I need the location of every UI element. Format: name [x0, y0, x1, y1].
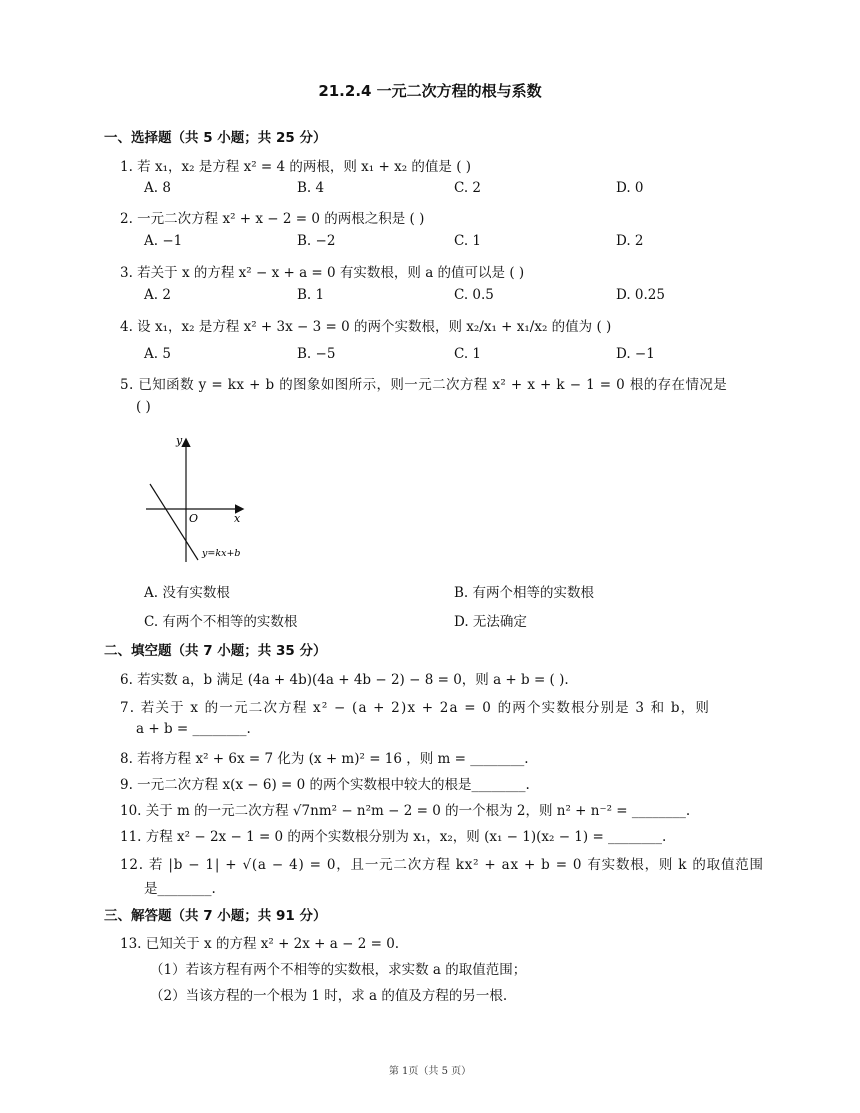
question-13-stem: 13. 已知关于 x 的方程 x² + 2x + a − 2 = 0. [120, 936, 400, 952]
q3-option-a: A. 2 [144, 287, 171, 303]
section-heading-fill: 二、填空题（共 7 小题；共 35 分） [104, 643, 327, 659]
q5-option-a: A. 没有实数根 [144, 585, 230, 601]
question-12: 12. 若 |b − 1| + √(a − 4) = 0，且一元二次方程 kx² + ax + b = 0 有实数根，则 k 的取值范围 [120, 857, 764, 873]
q5-option-d: D. 无法确定 [454, 614, 527, 630]
question-7: 7. 若关于 x 的一元二次方程 x² − (a + 2)x + 2a = 0 的两个实数根分别是 3 和 b，则 [120, 700, 711, 716]
q4-option-c: C. 1 [454, 346, 482, 362]
page-title: 21.2.4 一元二次方程的根与系数 [318, 82, 542, 100]
q2-option-c: C. 1 [454, 233, 482, 249]
question-9: 9. 一元二次方程 x(x − 6) = 0 的两个实数根中较大的根是________. [120, 777, 530, 793]
q3-option-b: B. 1 [297, 287, 325, 303]
question-10: 10. 关于 m 的一元二次方程 √7nm² − n²m − 2 = 0 的一个根为 2，则 n² + n⁻² = ________. [120, 803, 691, 819]
question-5-bracket: ( ) [136, 399, 151, 415]
q3-option-d: D. 0.25 [616, 287, 665, 303]
question-7-continued: a + b = ________. [136, 721, 251, 737]
q4-option-d: D. −1 [616, 346, 655, 362]
question-12-continued: 是________. [144, 881, 216, 897]
section-heading-choice: 一、选择题（共 5 小题；共 25 分） [104, 130, 327, 146]
linear-function-graph [140, 432, 260, 566]
q1-option-a: A. 8 [144, 180, 171, 196]
question-2-stem: 2. 一元二次方程 x² + x − 2 = 0 的两根之积是 ( ) [120, 211, 425, 227]
question-13-part-2: （2）当该方程的一个根为 1 时，求 a 的值及方程的另一根. [150, 988, 508, 1004]
q2-option-d: D. 2 [616, 233, 644, 249]
page-footer: 第 1页（共 5 页） [388, 1066, 472, 1077]
line-label: y=kx+b [202, 548, 241, 559]
q4-option-a: A. 5 [144, 346, 171, 362]
q3-option-c: C. 0.5 [454, 287, 494, 303]
question-13-part-1: （1）若该方程有两个不相等的实数根，求实数 a 的取值范围； [150, 962, 527, 978]
q5-option-b: B. 有两个相等的实数根 [454, 585, 595, 601]
question-5-stem: 5. 已知函数 y = kx + b 的图象如图所示，则一元二次方程 x² + x + k − 1 = 0 根的存在情况是 [120, 377, 728, 393]
q4-option-b: B. −5 [297, 346, 336, 362]
question-11: 11. 方程 x² − 2x − 1 = 0 的两个实数根分别为 x₁，x₂，则 (x₁ − 1)(x₂ − 1) = ________. [120, 829, 667, 845]
origin-label: O [189, 512, 199, 525]
question-3-stem: 3. 若关于 x 的方程 x² − x + a = 0 有实数根，则 a 的值可以是 ( ) [120, 265, 525, 281]
q1-option-c: C. 2 [454, 180, 482, 196]
x-axis-label: x [234, 512, 241, 525]
question-1-stem: 1. 若 x₁，x₂ 是方程 x² = 4 的两根，则 x₁ + x₂ 的值是 ( ) [120, 159, 472, 175]
question-8: 8. 若将方程 x² + 6x = 7 化为 (x + m)² = 16 ，则 m = ________. [120, 751, 529, 767]
q2-option-b: B. −2 [297, 233, 336, 249]
q1-option-b: B. 4 [297, 180, 325, 196]
q5-option-c: C. 有两个不相等的实数根 [144, 614, 298, 630]
q1-option-d: D. 0 [616, 180, 644, 196]
question-4-stem: 4. 设 x₁，x₂ 是方程 x² + 3x − 3 = 0 的两个实数根，则 x₂/x₁ + x₁/x₂ 的值为 ( ) [120, 319, 612, 335]
q2-option-a: A. −1 [144, 233, 183, 249]
section-heading-solve: 三、解答题（共 7 小题；共 91 分） [104, 908, 327, 924]
question-6: 6. 若实数 a，b 满足 (4a + 4b)(4a + 4b − 2) − 8 = 0，则 a + b = ( ). [120, 672, 569, 688]
y-axis-label: y [176, 434, 183, 447]
